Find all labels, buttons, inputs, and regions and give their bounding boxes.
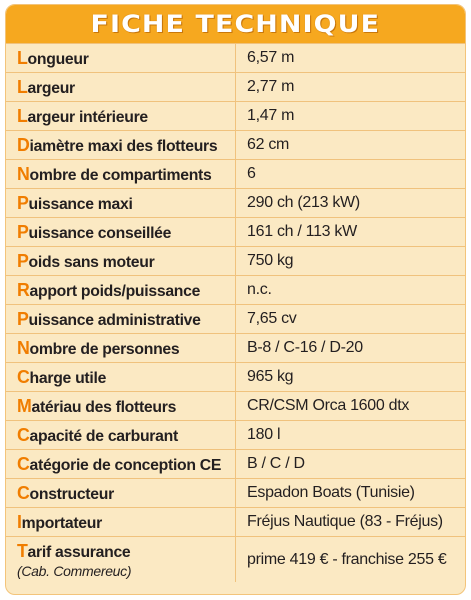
- spec-label-initial: P: [17, 308, 29, 329]
- spec-value: 750 kg: [247, 252, 294, 269]
- spec-label-text: arif assurance: [27, 543, 131, 561]
- spec-value: Espadon Boats (Tunisie): [247, 484, 415, 501]
- spec-label-text: ombre de compartiments: [29, 166, 212, 184]
- spec-label: [6, 334, 236, 362]
- spec-value: 6,57 m: [247, 49, 295, 66]
- spec-row: [6, 304, 465, 333]
- spec-row: [6, 275, 465, 304]
- spec-value: 290 ch (213 kW): [247, 194, 360, 211]
- spec-label-text: atériau des flotteurs: [31, 398, 177, 416]
- spec-label: [6, 218, 236, 246]
- spec-label-initial: C: [17, 482, 30, 503]
- spec-value: 1,47 m: [247, 107, 295, 124]
- spec-label-text: uissance conseillée: [28, 224, 172, 242]
- spec-label-text: harge utile: [29, 369, 107, 387]
- spec-label-text: atégorie de conception CE: [29, 456, 222, 474]
- spec-label-text: uissance administrative: [28, 311, 201, 329]
- spec-label: [6, 247, 236, 275]
- spec-row: [6, 188, 465, 217]
- spec-label-text: ombre de personnes: [29, 340, 180, 358]
- spec-row: [6, 130, 465, 159]
- spec-label: [6, 160, 236, 188]
- spec-label-initial: C: [17, 453, 30, 474]
- spec-row: [6, 507, 465, 536]
- spec-value: B-8 / C-16 / D-20: [247, 339, 363, 356]
- spec-row: [6, 333, 465, 362]
- spec-row: [6, 217, 465, 246]
- spec-row: [6, 246, 465, 275]
- spec-label-initial: L: [17, 105, 28, 126]
- spec-label: [6, 537, 236, 582]
- spec-label-text: uissance maxi: [28, 195, 133, 213]
- spec-value: 965 kg: [247, 368, 294, 385]
- spec-label-initial: C: [17, 366, 30, 387]
- spec-table: [6, 43, 465, 582]
- spec-row: [6, 72, 465, 101]
- spec-row: [6, 478, 465, 507]
- spec-value: B / C / D: [247, 455, 305, 472]
- spec-value: 2,77 m: [247, 78, 295, 95]
- spec-label: [6, 276, 236, 304]
- spec-value: 6: [247, 165, 256, 182]
- spec-row: [6, 420, 465, 449]
- spec-row: [6, 362, 465, 391]
- spec-label-initial: C: [17, 424, 30, 445]
- spec-label-initial: L: [17, 76, 28, 97]
- spec-row: [6, 449, 465, 478]
- spec-label-initial: P: [17, 250, 29, 271]
- spec-label: [6, 131, 236, 159]
- spec-label-text: oids sans moteur: [28, 253, 155, 271]
- spec-label: [6, 392, 236, 420]
- insurer-note: (Cab. Commereuc): [17, 562, 132, 579]
- spec-value: Fréjus Nautique (83 - Fréjus): [247, 513, 443, 530]
- spec-label: [6, 479, 236, 507]
- spec-label: [6, 508, 236, 536]
- spec-label-text: mportateur: [21, 514, 102, 532]
- spec-label-text: argeur intérieure: [27, 108, 148, 126]
- header-banner: [6, 5, 465, 43]
- spec-value: n.c.: [247, 281, 272, 298]
- spec-label-text: apport poids/puissance: [29, 282, 201, 300]
- spec-label: [6, 421, 236, 449]
- spec-row: [6, 101, 465, 130]
- spec-label: [6, 450, 236, 478]
- spec-value: 7,65 cv: [247, 310, 297, 327]
- spec-label-initial: T: [17, 540, 28, 561]
- spec-label: [6, 73, 236, 101]
- spec-value: 161 ch / 113 kW: [247, 223, 357, 240]
- spec-label-initial: L: [17, 47, 28, 68]
- spec-value: 180 l: [247, 426, 281, 443]
- spec-label-initial: N: [17, 163, 30, 184]
- spec-label-text: onstructeur: [29, 485, 114, 503]
- spec-label-initial: I: [17, 511, 22, 532]
- spec-row: [6, 43, 465, 72]
- spec-label: [6, 44, 236, 72]
- spec-label-text: apacité de carburant: [29, 427, 178, 445]
- spec-label-text: ongueur: [27, 50, 89, 68]
- sheet-title: FICHE TECHNIQUE: [90, 10, 381, 38]
- spec-value: prime 419 € - franchise 255 €: [247, 550, 447, 568]
- spec-label-initial: D: [17, 134, 30, 155]
- spec-value: 62 cm: [247, 136, 290, 153]
- spec-label-initial: P: [17, 221, 29, 242]
- spec-sheet: [5, 4, 466, 595]
- spec-label: [6, 305, 236, 333]
- spec-label-initial: P: [17, 192, 29, 213]
- spec-row: [6, 391, 465, 420]
- spec-value: CR/CSM Orca 1600 dtx: [247, 397, 410, 414]
- spec-label: [6, 102, 236, 130]
- spec-label-text: argeur: [27, 79, 75, 97]
- spec-row-insurance: [6, 536, 465, 582]
- spec-label-initial: R: [17, 279, 30, 300]
- spec-row: [6, 159, 465, 188]
- spec-label-initial: M: [17, 395, 32, 416]
- spec-label: [6, 363, 236, 391]
- spec-label: [6, 189, 236, 217]
- spec-label-text: iamètre maxi des flotteurs: [29, 137, 218, 155]
- spec-label-initial: N: [17, 337, 30, 358]
